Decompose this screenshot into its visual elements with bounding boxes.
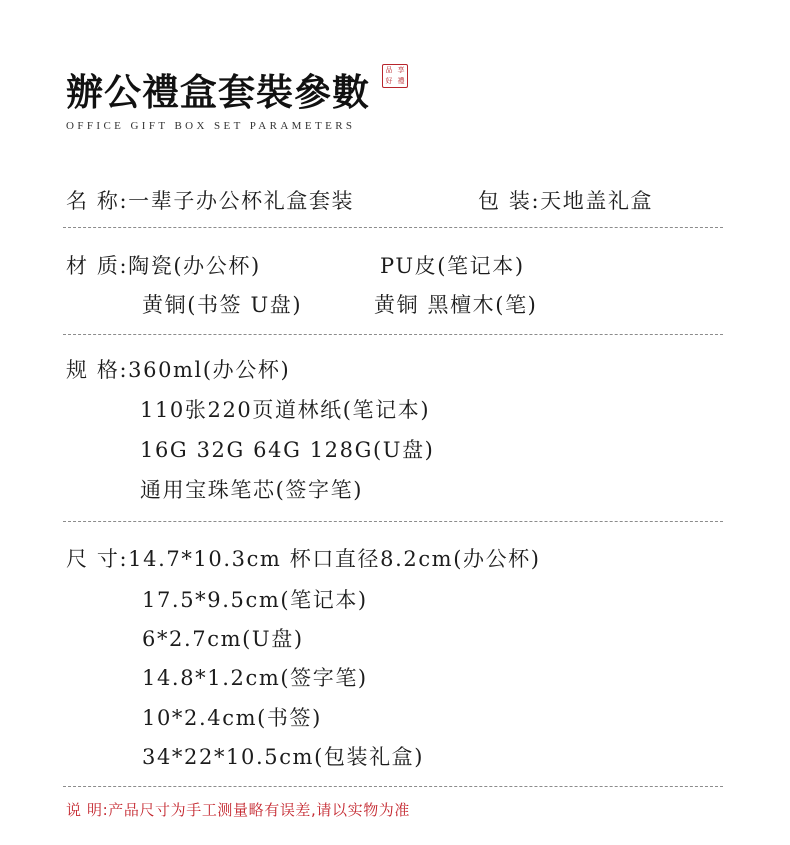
material-label: 材 质: bbox=[66, 254, 129, 278]
material-item: 陶瓷(办公杯) bbox=[128, 254, 261, 278]
spec-row bbox=[66, 356, 290, 384]
material-item: 黄铜 黑檀木(笔) bbox=[374, 293, 538, 317]
size-line: 10*2.4cm(书签) bbox=[142, 706, 322, 730]
divider bbox=[63, 521, 723, 522]
divider bbox=[63, 334, 723, 335]
seal-stamp-icon bbox=[382, 64, 408, 88]
spec-line: 通用宝珠笔芯(签字笔) bbox=[140, 478, 363, 502]
seal-char: 享 bbox=[397, 66, 405, 74]
spec-label: 规 格: bbox=[66, 358, 129, 382]
package-value: 天地盖礼盒 bbox=[540, 189, 654, 213]
name-label: 名 称: bbox=[66, 189, 129, 213]
page-subtitle: OFFICE GIFT BOX SET PARAMETERS bbox=[66, 120, 356, 132]
material-item: PU皮(笔记本) bbox=[380, 254, 525, 278]
disclaimer-note: 说 明:产品尺寸为手工测量略有误差,请以实物为准 bbox=[66, 801, 410, 819]
header bbox=[66, 70, 370, 132]
seal-char: 禮 bbox=[397, 77, 405, 85]
name-value: 一辈子办公杯礼盒套装 bbox=[128, 189, 355, 213]
spec-line: 110张220页道林纸(笔记本) bbox=[140, 398, 431, 422]
size-line: 17.5*9.5cm(笔记本) bbox=[142, 588, 368, 612]
size-line: 34*22*10.5cm(包装礼盒) bbox=[142, 745, 425, 769]
size-line: 14.8*1.2cm(签字笔) bbox=[142, 666, 368, 690]
spec-line: 360ml(办公杯) bbox=[128, 358, 291, 382]
size-label: 尺 寸: bbox=[66, 547, 129, 571]
seal-char: 品 bbox=[385, 66, 393, 74]
size-line: 14.7*10.3cm 杯口直径8.2cm(办公杯) bbox=[128, 547, 541, 571]
name-row bbox=[66, 187, 354, 215]
divider bbox=[63, 227, 723, 228]
material-row bbox=[66, 252, 261, 280]
seal-char: 好 bbox=[385, 77, 393, 85]
page-title: 辦公禮盒套裝參數 bbox=[66, 70, 370, 114]
spec-line: 16G 32G 64G 128G(U盘) bbox=[140, 438, 435, 462]
package-row bbox=[478, 187, 653, 215]
package-label: 包 装: bbox=[478, 189, 541, 213]
size-line: 6*2.7cm(U盘) bbox=[142, 627, 304, 651]
material-item: 黄铜(书签 U盘) bbox=[142, 293, 303, 317]
size-row bbox=[66, 545, 541, 573]
divider bbox=[63, 786, 723, 787]
